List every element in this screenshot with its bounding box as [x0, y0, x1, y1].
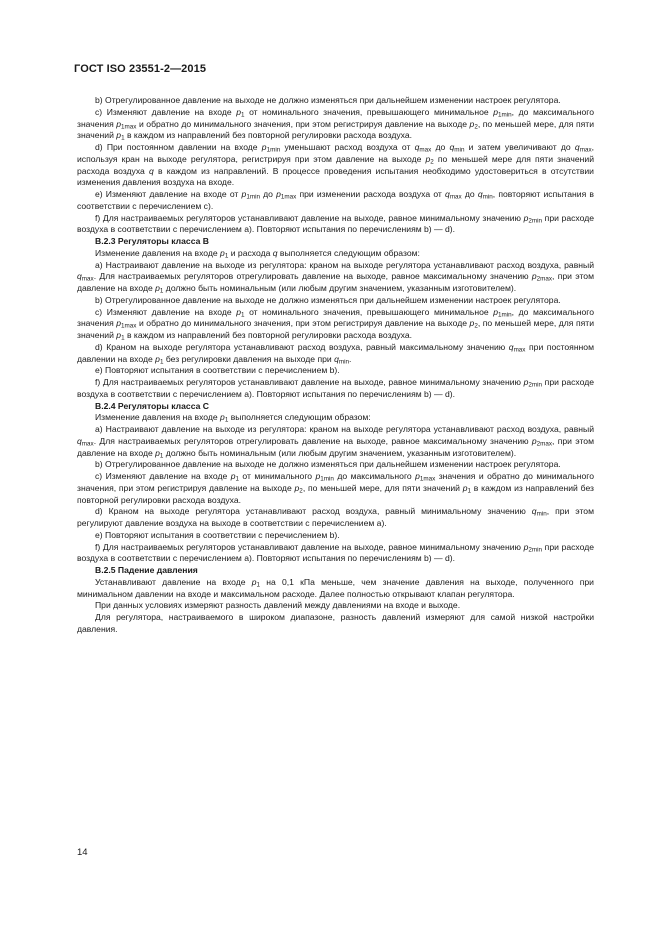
paragraph: Изменение давления на входе $p_1$ и расхода q выполняется следующим образом: [95, 247, 420, 260]
paragraph: Для регулятора, настраиваемого в широком диапазоне, разность давлений измеряют для самой низкой настройки давления. [77, 612, 594, 634]
paragraph: e) Повторяют испытания в соответствии с перечислением b). [95, 365, 340, 376]
paragraph: b) Отрегулированное давление на выходе не должно изменяться при дальнейшем изменении настроек регулятора. [95, 459, 561, 470]
paragraph: c) Изменяют давление на входе $p_1$ от минимального $p_{1min}$ до максимального $p_{1max}$ значения и обратно до минимального значения, при этом регистрируя давление на выходе $p_2$, по меньшей мере, для пяти значений $p_1$ в каждом из направлений без повторной регулировки расхода воздуха. [77, 471, 595, 505]
paragraph: f) Для настраиваемых регуляторов устанавливают давление на выходе, равное минимальному значению $p_{2min}$ при расходе воздуха в соответствии с перечислением а). Повторяют испытания по перечислениям b) — d). [77, 212, 594, 235]
paragraph: d) При постоянном давлении на входе $p_{1min}$ уменьшают расход воздуха от $q_{max}$ до $q_{min}$ и затем увеличивают до $q_{max}$, используя кран на выходе регулятора, регистрируя при этом давление на выходе $p_2$ по меньшей мере для пяти значений расхода воздуха q в каждом из направлений. В процессе проведения испытания необходимо удостовериться в отсутствии изменения давления воздуха на входе. [77, 142, 595, 188]
page-number: 14 [77, 847, 88, 858]
section-heading: B.2.3 Регуляторы класса В [95, 236, 209, 246]
document-header: ГОСТ ISO 23551-2—2015 [74, 63, 207, 75]
paragraph: f) Для настраиваемых регуляторов устанавливают давление на выходе, равное минимальному значению $p_{2min}$ при расходе воздуха в соответствии с перечислением а). Повторяют испытания по перечислениям b) — d). [77, 377, 594, 399]
paragraph: e) Повторяют испытания в соответствии с перечислением b). [95, 529, 340, 540]
paragraph: c) Изменяют давление на входе $p_1$ от номинального значения, превышающего минимальное $p_{1min}$, до максимального значения $p_{1max}$ и обратно до минимального значения, при этом регистрируя давление на выходе $p_2$, по меньшей мере, для пяти значений $p_1$ в каждом из направлений без повторной регулировки расхода воздуха. [77, 306, 595, 342]
paragraph: b) Отрегулированное давление на выходе не должно изменяться при дальнейшем изменении настроек регулятора. [95, 294, 561, 305]
paragraph: c) Изменяют давление на входе $p_1$ от номинального значения, превышающего минимальное $p_{1min}$, до максимального значения $p_{1max}$ и обратно до минимального значения, при этом регистрируя давление на выходе $p_2$, по меньшей мере, для пяти значений $p_1$ в каждом из направлений без повторной регулировки расхода воздуха. [77, 106, 595, 142]
section-heading: B.2.4 Регуляторы класса С [95, 400, 209, 411]
section-heading: B.2.5 Падение давления [95, 565, 198, 575]
paragraph: d) Краном на выходе регулятора устанавливают расход воздуха, равный минимальному значению $q_{min}$, при этом регулируют давление воздуха на выходе в соответствии с перечислением а). [77, 506, 594, 528]
paragraph: Устанавливают давление на входе $p_1$ на 0,1 кПа меньше, чем значение давления на выходе, полученного при минимальном давлении на входе и максимальном расходе. Далее полностью открывают клапан регулятора. [77, 576, 594, 599]
document-body [77, 95, 594, 636]
paragraph: Изменение давления на входе $p_1$ выполняется следующим образом: [95, 412, 371, 424]
paragraph: e) Изменяют давление на входе от $p_{1min}$ до $p_{1max}$ при изменении расхода воздуха от $q_{max}$ до $q_{min}$, повторяют испытания в соответствии с перечислением с). [77, 189, 594, 211]
paragraph: а) Настраивают давление на выходе из регулятора: краном на выходе регулятора устанавливают расход воздуха, равный $q_{max}$. Для настраиваемых регуляторов отрегулировать давление на выходе, равное максимальному значению $p_{2max}$, при этом давление на входе $p_1$ должно быть номинальным (или любым другим значением, указанным изготовителем). [77, 259, 594, 295]
paragraph: а) Настраивают давление на выходе из регулятора: краном на выходе регулятора устанавливают расход воздуха, равный $q_{max}$. Для настраиваемых регуляторов отрегулировать давление на выходе, равное максимальному значению $p_{2max}$, при этом давление на входе $p_1$ должно быть номинальным (или любым другим значением, указанным изготовителем). [77, 424, 594, 459]
paragraph: f) Для настраиваемых регуляторов устанавливают давление на выходе, равное минимальному значению $p_{2min}$ при расходе воздуха в соответствии с перечислением а). Повторяют испытания по перечислениям b) — d). [77, 541, 594, 564]
paragraph: b) Отрегулированное давление на выходе не должно изменяться при дальнейшем изменении настроек регулятора. [95, 95, 561, 105]
paragraph: d) Краном на выходе регулятора устанавливают расход воздуха, равный максимальному значению $q_{max}$ при постоянном давлении на входе $p_1$ без регулировки давления на выходе при $q_{min}$. [77, 341, 594, 365]
paragraph: При данных условиях измеряют разность давлений между давлениями на входе и выходе. [95, 600, 461, 611]
